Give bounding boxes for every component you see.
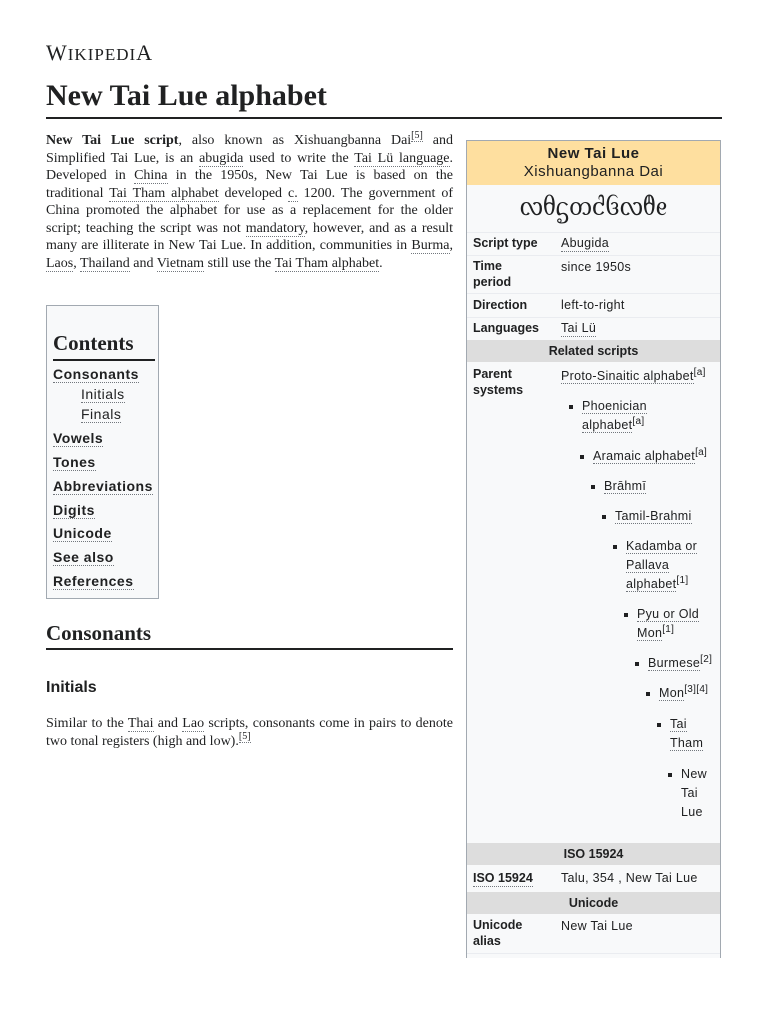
wordmark-letter: A [136, 40, 154, 65]
bullet-icon [602, 515, 606, 519]
intro-text: still use the [204, 255, 275, 271]
wordmark-smallcaps: IKIPEDI [67, 45, 137, 64]
link-thailand[interactable]: Thailand [79, 255, 130, 271]
para-text: and [153, 716, 183, 731]
label-unicode-alias: Unicode alias [473, 918, 523, 948]
label-languages: Languages [473, 321, 539, 335]
bullet-icon [613, 545, 617, 549]
tree-item [615, 507, 715, 526]
link-china[interactable]: China [134, 168, 168, 183]
bullet-icon [591, 485, 595, 489]
ref-link[interactable]: [2] [700, 653, 713, 665]
intro-text: and Simplified Tai Lue, is an [46, 133, 453, 166]
row-divider [467, 293, 720, 294]
intro-text: used to write the [243, 150, 355, 166]
current-script: New Tai Lue [681, 767, 707, 819]
band-unicode: Unicode [467, 892, 720, 914]
ref-link[interactable]: [1] [662, 623, 675, 635]
bullet-icon [624, 613, 628, 617]
row-divider [467, 317, 720, 318]
ref-link[interactable]: [a] [695, 446, 708, 458]
intro-text: , [449, 238, 453, 253]
bullet-icon [635, 662, 639, 666]
wikipedia-wordmark[interactable] [46, 40, 153, 66]
row-divider [467, 953, 720, 954]
toc-item-abbreviations[interactable]: Abbreviations [53, 478, 153, 494]
toc-item-digits[interactable]: Digits [53, 502, 95, 518]
value-direction: left-to-right [561, 298, 625, 312]
toc-item-see-also[interactable]: See also [53, 549, 114, 565]
intro-paragraph [46, 132, 453, 272]
link-kadamba-pallava[interactable]: Kadamba or Pallava alphabet [626, 539, 698, 591]
wordmark-letter: W [46, 40, 68, 65]
intro-text: developed [218, 185, 288, 201]
label-direction: Direction [473, 298, 528, 312]
script-sample: ᦟᦲᧃᦎᦺᦑᦟᦹᧉ [519, 189, 668, 222]
bullet-icon [580, 455, 584, 459]
ref-link[interactable]: [5] [411, 130, 423, 142]
intro-text: . Developed in [46, 150, 454, 183]
ref-link[interactable]: [a] [693, 366, 706, 378]
link-proto-sinaitic[interactable]: Proto-Sinaitic alphabet [561, 369, 694, 383]
tree-item [637, 605, 712, 643]
toc-item-unicode[interactable]: Unicode [53, 525, 112, 541]
label-iso-15924[interactable]: ISO 15924 [473, 871, 533, 885]
toc-item-consonants[interactable]: Consonants [53, 366, 139, 382]
para-text: scripts, consonants come in pairs to denote two tonal registers (high and low). [46, 716, 453, 749]
title-divider [46, 117, 722, 119]
ref-link[interactable]: [5] [238, 731, 251, 743]
link-tai-tham-alphabet-2[interactable]: Tai Tham alphabet [274, 255, 380, 271]
tree-item [561, 367, 716, 386]
bullet-icon [668, 773, 672, 777]
section-heading-consonants: Consonants [46, 621, 152, 645]
infobox [466, 140, 721, 958]
intro-text: . [379, 255, 383, 271]
link-tai-tham[interactable]: Tai Tham [670, 717, 704, 750]
toc-divider [53, 359, 155, 361]
tree-item [604, 477, 714, 496]
tree-item [626, 537, 711, 594]
link-laos[interactable]: Laos [46, 255, 74, 271]
subsection-heading-initials: Initials [46, 679, 97, 696]
intro-text: and [129, 255, 157, 271]
link-circa[interactable]: c. [288, 185, 298, 201]
toc-item-references[interactable]: References [53, 573, 134, 589]
value-iso-15924: Talu, 354 , New Tai Lue [561, 871, 698, 885]
link-abugida[interactable]: abugida [199, 150, 244, 166]
bullet-icon [646, 692, 650, 696]
row-divider [467, 255, 720, 256]
link-pyu-old-mon[interactable]: Pyu or Old Mon [637, 607, 700, 640]
link-tamil-brahmi[interactable]: Tamil-Brahmi [615, 509, 692, 523]
bullet-icon [657, 723, 661, 727]
row-divider [467, 232, 720, 233]
intro-bold-term: New Tai Lue script [46, 133, 179, 148]
link-tai-tham-alphabet[interactable]: Tai Tham alphabet [109, 185, 219, 201]
label-time-period: Time period [473, 259, 512, 289]
toc-title: Contents [53, 331, 134, 355]
para-text: Similar to the [46, 716, 128, 731]
tree-item [659, 684, 719, 703]
link-tai-lu-language[interactable]: Tai Lü language [354, 150, 450, 166]
tree-item [593, 447, 718, 466]
label-script-type: Script type [473, 236, 538, 250]
toc-item-vowels[interactable]: Vowels [53, 430, 104, 446]
tree-item [670, 715, 710, 753]
link-lao[interactable]: Lao [182, 716, 205, 731]
link-mon[interactable]: Mon [659, 686, 685, 700]
value-unicode-alias: New Tai Lue [561, 919, 633, 933]
infobox-header [467, 141, 720, 185]
section-divider [46, 648, 453, 650]
link-burma[interactable]: Burma [411, 238, 450, 253]
label-parent-systems: Parent systems [473, 367, 524, 397]
intro-text: 1200. The government of China promoted the alphabet for use as a replacement for the older script; teaching the script was not [46, 185, 453, 236]
ref-link[interactable]: [a] [632, 415, 645, 427]
intro-text: in the 1950s, New Tai Lue is based on the traditional [46, 168, 454, 201]
tree-item [681, 765, 713, 822]
value-script-type[interactable]: Abugida [561, 236, 609, 250]
ref-link[interactable]: [3][4] [684, 683, 709, 695]
infobox-title: New Tai Lue [547, 145, 640, 162]
toc-item-tones[interactable]: Tones [53, 454, 96, 470]
bullet-icon [569, 405, 573, 409]
table-of-contents [46, 305, 159, 599]
link-aramaic[interactable]: Aramaic alphabet [593, 449, 696, 463]
toc-item-finals[interactable]: Finals [81, 406, 122, 422]
page-title: New Tai Lue alphabet [46, 79, 327, 112]
link-thai[interactable]: Thai [127, 716, 154, 731]
link-mandatory[interactable]: mandatory [245, 220, 305, 236]
link-phoenician[interactable]: Phoenician alphabet [582, 399, 647, 432]
intro-text: , however, and as a result many are illiterate in New Tai Lue. In addition, communities in [46, 220, 453, 253]
link-brahmi[interactable]: Brāhmī [604, 479, 647, 493]
tree-item [648, 654, 718, 673]
link-burmese[interactable]: Burmese [648, 656, 701, 670]
band-iso-15924: ISO 15924 [467, 843, 720, 865]
value-languages[interactable]: Tai Lü [561, 321, 597, 335]
infobox-subtitle: Xishuangbanna Dai [523, 163, 664, 180]
ref-link[interactable]: [1] [676, 574, 689, 586]
intro-text: , also known as Xishuangbanna Dai [178, 133, 412, 148]
link-vietnam[interactable]: Vietnam [156, 255, 205, 271]
tree-item [582, 397, 672, 435]
value-time-period: since 1950s [561, 260, 632, 274]
band-related-scripts: Related scripts [467, 340, 720, 362]
initials-paragraph [46, 715, 453, 751]
intro-text: , [73, 255, 80, 271]
toc-item-initials[interactable]: Initials [81, 386, 125, 402]
